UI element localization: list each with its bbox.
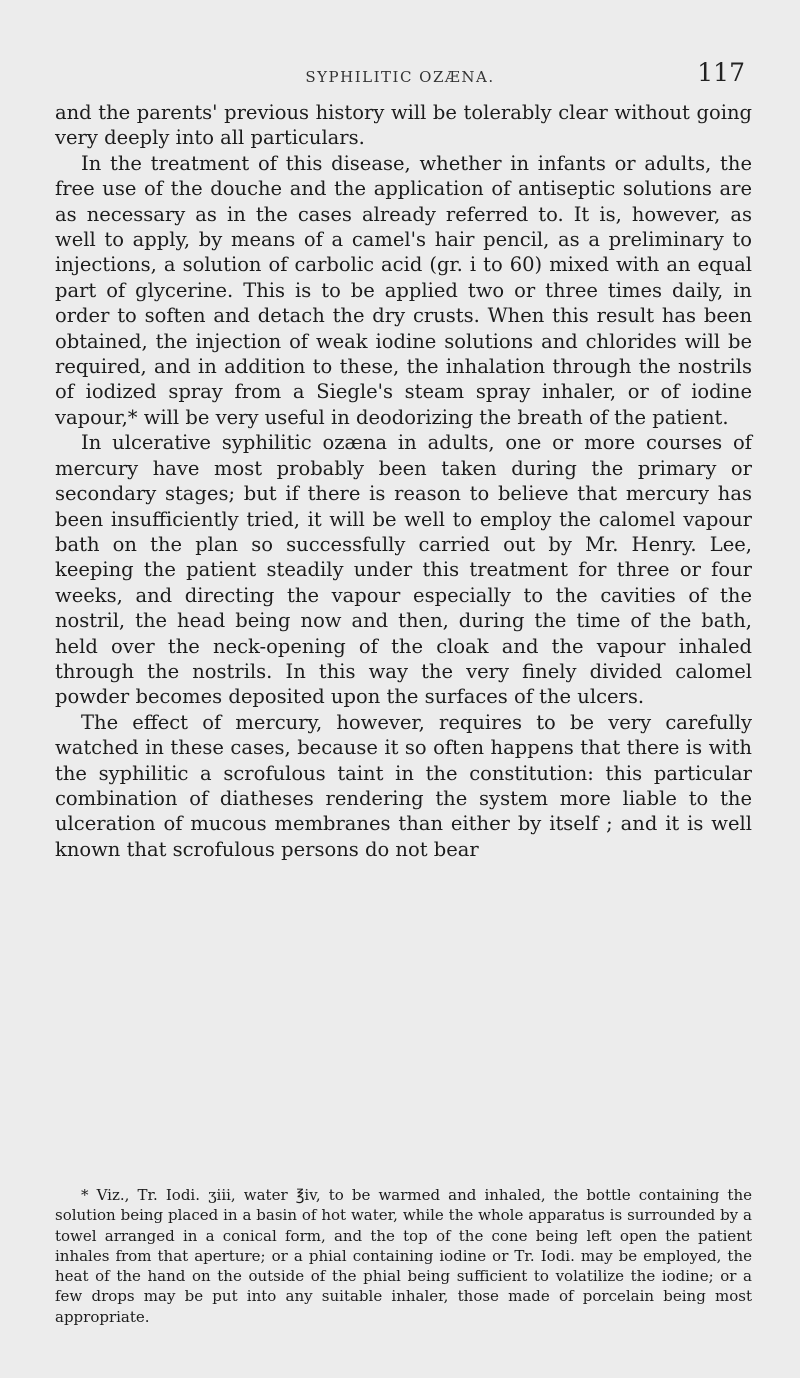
running-title: SYPHILITIC OZÆNA. — [305, 68, 495, 86]
paragraph-treatment: In the treatment of this disease, whether in infants or adults, the free use of the douche and the application of antiseptic solutions are as necessary as in the cases already referred to. It is, however, as well to apply, by means of a camel's hair pencil, as a preliminary to injections, a solution of carbolic acid (gr. i to 60) mixed with an equal part of glycerine. This is to be applied two or three times daily, in order to soften and detach the dry crusts. When this result has been obtained, the injection of weak iodine solutions and chlorides will be required, and in addition to these, the inhalation through the nostrils of iodized spray from a Siegle's steam spray inhaler, or of iodine vapour,* will be very useful in deodorizing the breath of the patient. — [55, 151, 752, 429]
body-text — [55, 100, 752, 862]
running-head — [0, 58, 800, 98]
paragraph-ulcerative-ozaena: In ulcerative syphilitic ozæna in adults, one or more courses of mercury have most probably been taken during the primary or secondary stages; but if there is reason to believe that mercury has been insufficiently tried, it will be well to employ the calomel vapour bath on the plan so successfully carried out by Mr. Henry. Lee, keeping the patient steadily under this treatment for three or four weeks, and directing the vapour especially to the cavities of the nostril, the head being now and then, during the time of the bath, held over the neck-opening of the cloak and the vapour inhaled through the nostrils. In this way the very finely divided calomel powder becomes deposited upon the surfaces of the ulcers. — [55, 431, 752, 709]
paragraph-mercury-effect: The effect of mercury, however, requires to be very carefully watched in these cases, because it so often happens that there is with the syphilitic a scrofulous taint in the constitution: this particular combination of diatheses rendering the system more liable to the ulceration of mucous membranes than either by itself ; and it is well known that scrofulous persons do not bear — [55, 710, 752, 861]
footnote — [55, 1185, 752, 1327]
footnote-text: * Viz., Tr. Iodi. ʒiii, water ℥iv, to be warmed and inhaled, the bottle containing the solution being placed in a basin of hot water, while the whole apparatus is surrounded by a towel arranged in a conical form, and the top of the cone being left open the patient inhales from that aperture; or a phial containing iodine or Tr. Iodi. may be employed, the heat of the hand on the outside of the phial being sufficient to volatilize the iodine; or a few drops may be put into any suitable inhaler, those made of porcelain being most appropriate. — [55, 1186, 752, 1326]
page-number: 117 — [697, 58, 745, 87]
paragraph-continuation: and the parents' previous history will be tolerably clear without going very deeply into all particulars. — [55, 101, 752, 150]
